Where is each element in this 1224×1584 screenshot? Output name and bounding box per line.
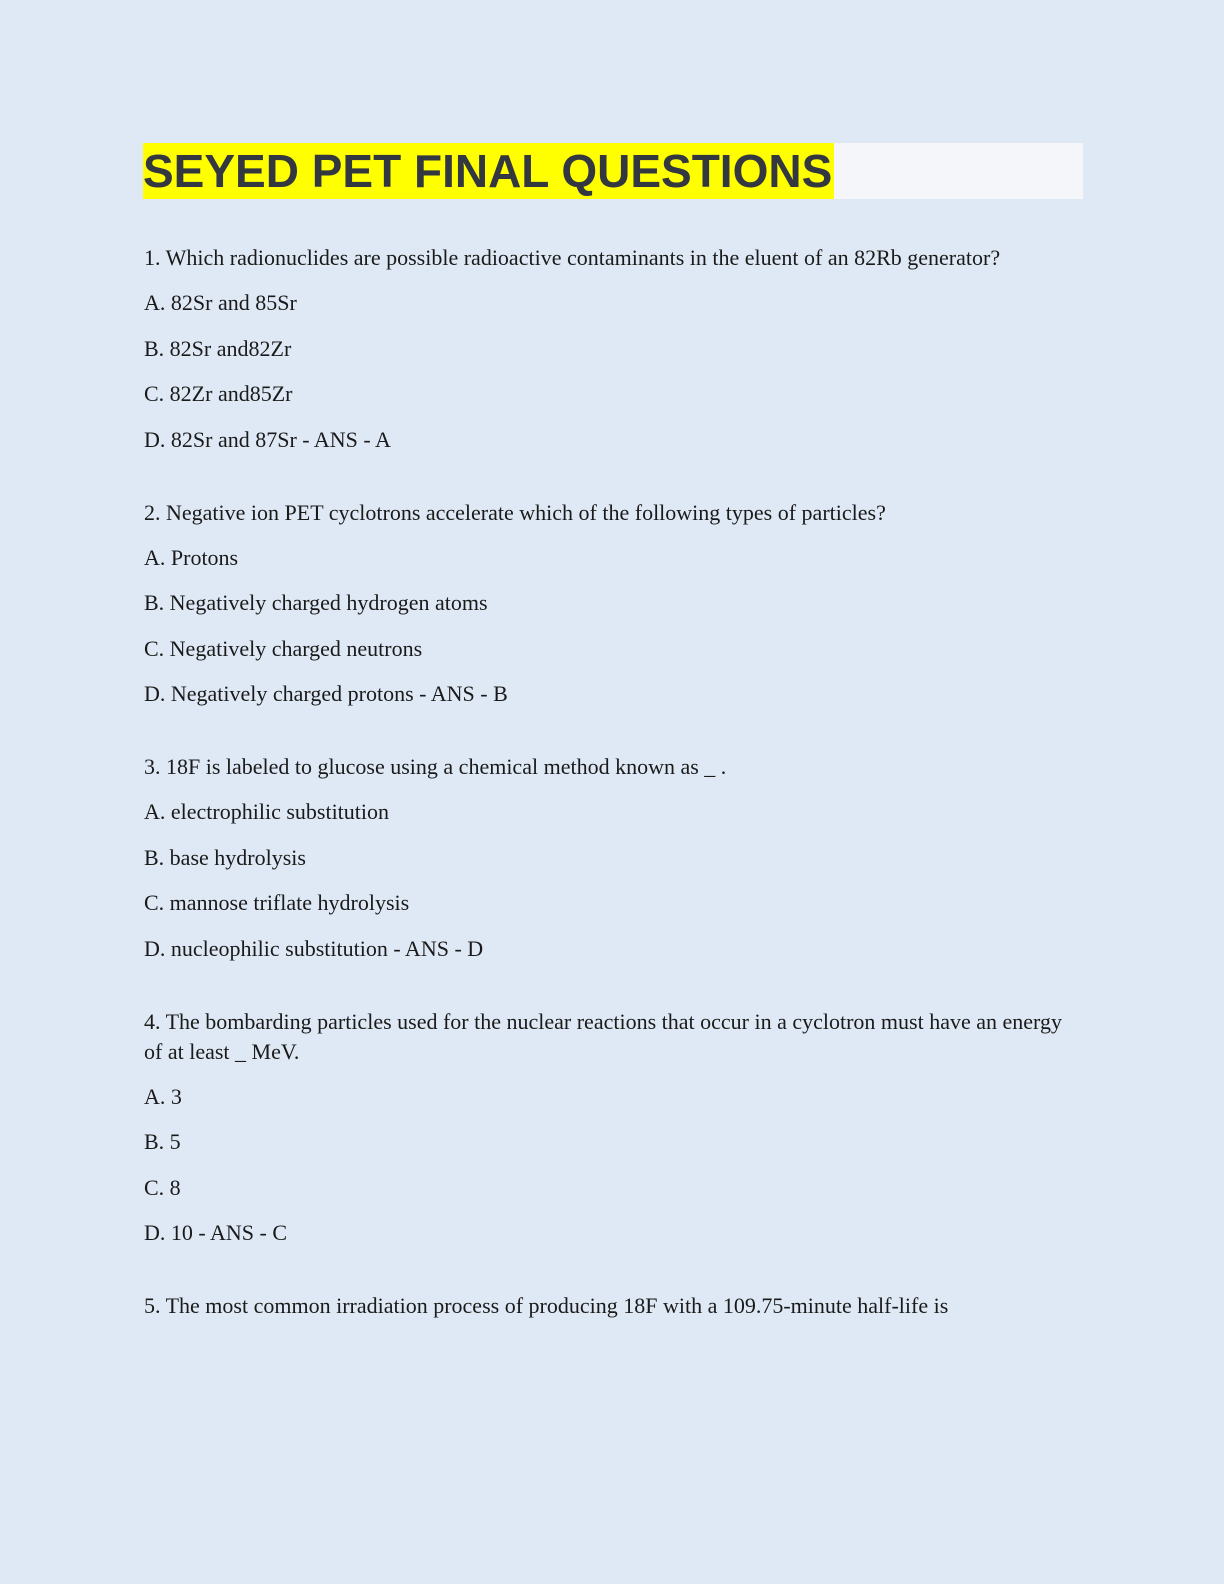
question-1	[144, 243, 1084, 455]
title-bar	[143, 143, 1083, 199]
answer-option-a: A. Protons	[144, 544, 239, 570]
answer-option-a: A. electrophilic substitution	[144, 799, 390, 824]
page-title: SEYED PET FINAL QUESTIONS	[143, 145, 833, 197]
answer-option-b: B. Negatively charged hydrogen atoms	[144, 590, 488, 615]
question-list	[144, 243, 1084, 1364]
question-2	[144, 498, 1084, 710]
answer-option-c: C. mannose triflate hydrolysis	[144, 890, 410, 915]
question-stem: 4. The bombarding particles used for the nuclear reactions that occur in a cyclotron must have an energy of at least _ MeV.	[144, 1008, 1062, 1064]
answer-option-b: B. 5	[144, 1129, 181, 1154]
answer-option-a: A. 82Sr and 85Sr	[144, 290, 297, 315]
answer-option-a: A. 3	[144, 1083, 182, 1109]
question-5	[144, 1291, 1084, 1321]
answer-option-c: C. Negatively charged neutrons	[144, 635, 423, 661]
answer-option-d: D. Negatively charged protons - ANS - B	[144, 681, 508, 706]
question-stem: 5. The most common irradiation process of producing 18F with a 109.75-minute half-life is	[144, 1293, 949, 1318]
question-4	[144, 1007, 1084, 1249]
question-stem: 1. Which radionuclides are possible radioactive contaminants in the eluent of an 82Rb generator?	[144, 245, 1001, 270]
question-3	[144, 752, 1084, 964]
answer-option-d: D. nucleophilic substitution - ANS - D	[144, 935, 484, 961]
answer-option-d: D. 10 - ANS - C	[144, 1220, 288, 1245]
answer-option-d: D. 82Sr and 87Sr - ANS - A	[144, 426, 391, 452]
answer-option-b: B. 82Sr and82Zr	[144, 335, 292, 361]
question-stem: 2. Negative ion PET cyclotrons accelerate which of the following types of particles?	[144, 499, 886, 525]
question-stem: 3. 18F is labeled to glucose using a chemical method known as _ .	[144, 754, 727, 779]
answer-option-c: C. 82Zr and85Zr	[144, 381, 293, 406]
answer-option-c: C. 8	[144, 1174, 181, 1200]
answer-option-b: B. base hydrolysis	[144, 844, 306, 870]
